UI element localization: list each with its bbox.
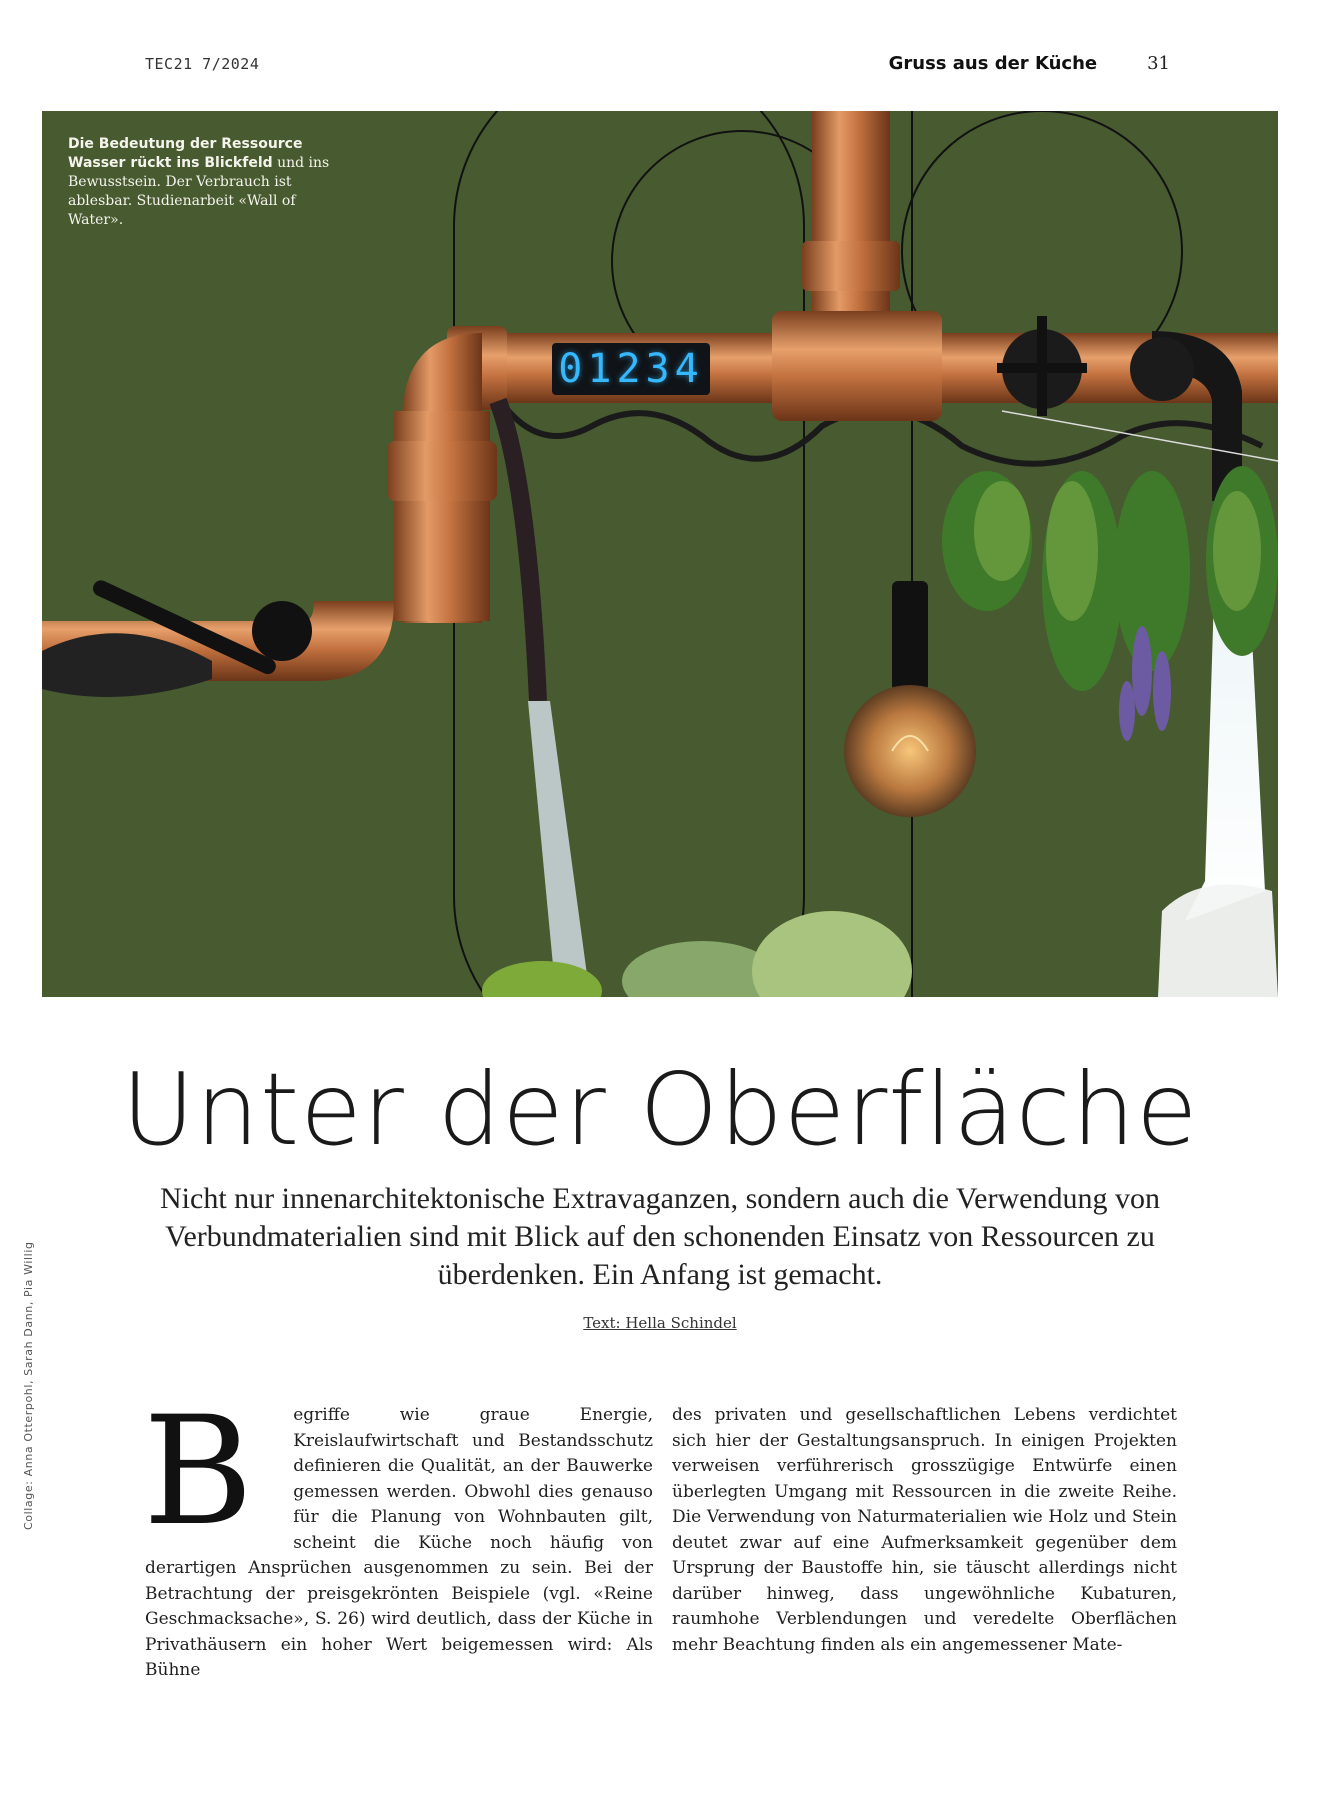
body-text-1: egriffe wie graue Energie, Kreislaufwirtschaft und Bestandsschutz definieren die Qualität, an der Bauwerke gemessen werden. Obwohl dies genauso für die Planung von Wohnbauten gilt, scheint die Küche noch häufig von derartigen Ansprüchen ausgenommen zu sein. Bei der Betrachtung der preisgekrönten Beispiele (vgl. «Reine Geschmacksache», S. 26) wird deutlich, dass der Küche in Privathäusern ein hoher Wert beigemessen wird: Als Bühne: [145, 1405, 653, 1680]
caption-text: und ins Bewusstsein. Der Verbrauch ist ablesbar. Studienarbeit «Wall of Water».: [68, 155, 330, 228]
body-column-2: des privaten und gesellschaftlichen Lebens verdichtet sich hier der Gestaltungsanspruch. In einigen Projekten verweisen verführerisch grosszügige Entwürfe einen überlegten Umgang mit Ressourcen in die zweite Reihe. Die Verwendung von Naturmaterialien wie Holz und Stein deutet zwar auf eine Aufmerksamkeit gegenüber dem Ursprung der Baustoffe hin, sie täuscht allerdings nicht darüber hinweg, dass ungewöhnliche Kubaturen, raumhohe Verblendungen und veredelte Oberflächen mehr Beachtung finden als ein angemessener Mate-: [672, 1405, 1177, 1655]
article-lead: Nicht nur innenarchitektonische Extravaganzen, sondern auch die Verwendung von Verbundmaterialien sind mit Blick auf den schonenden Einsatz von Ressourcen zu überdenken. Ein Anfang ist gemacht.: [160, 1182, 1160, 1291]
article-title: Unter der Oberfläche: [121, 1051, 1199, 1168]
caption-bold: Die Bedeutung der Ressource Wasser rückt ins Blickfeld: [68, 136, 303, 171]
section-title: Gruss aus der Küche: [888, 53, 1098, 74]
issue-label: TEC21 7/2024: [145, 55, 260, 73]
hero-collage-image: [42, 111, 1278, 997]
water-meter-display: 01234: [552, 343, 710, 395]
photo-credit: Collage: Anna Otterpohl, Sarah Dann, Pia Willig: [22, 1241, 35, 1530]
image-caption: [68, 135, 338, 230]
drop-cap: B: [143, 1385, 254, 1559]
body-column-1: [143, 1385, 653, 1684]
page-number: 31: [1147, 53, 1170, 74]
article-author: Text: Hella Schindel: [583, 1314, 737, 1332]
collage-illustration: [42, 111, 1278, 997]
running-header: [889, 53, 1170, 74]
